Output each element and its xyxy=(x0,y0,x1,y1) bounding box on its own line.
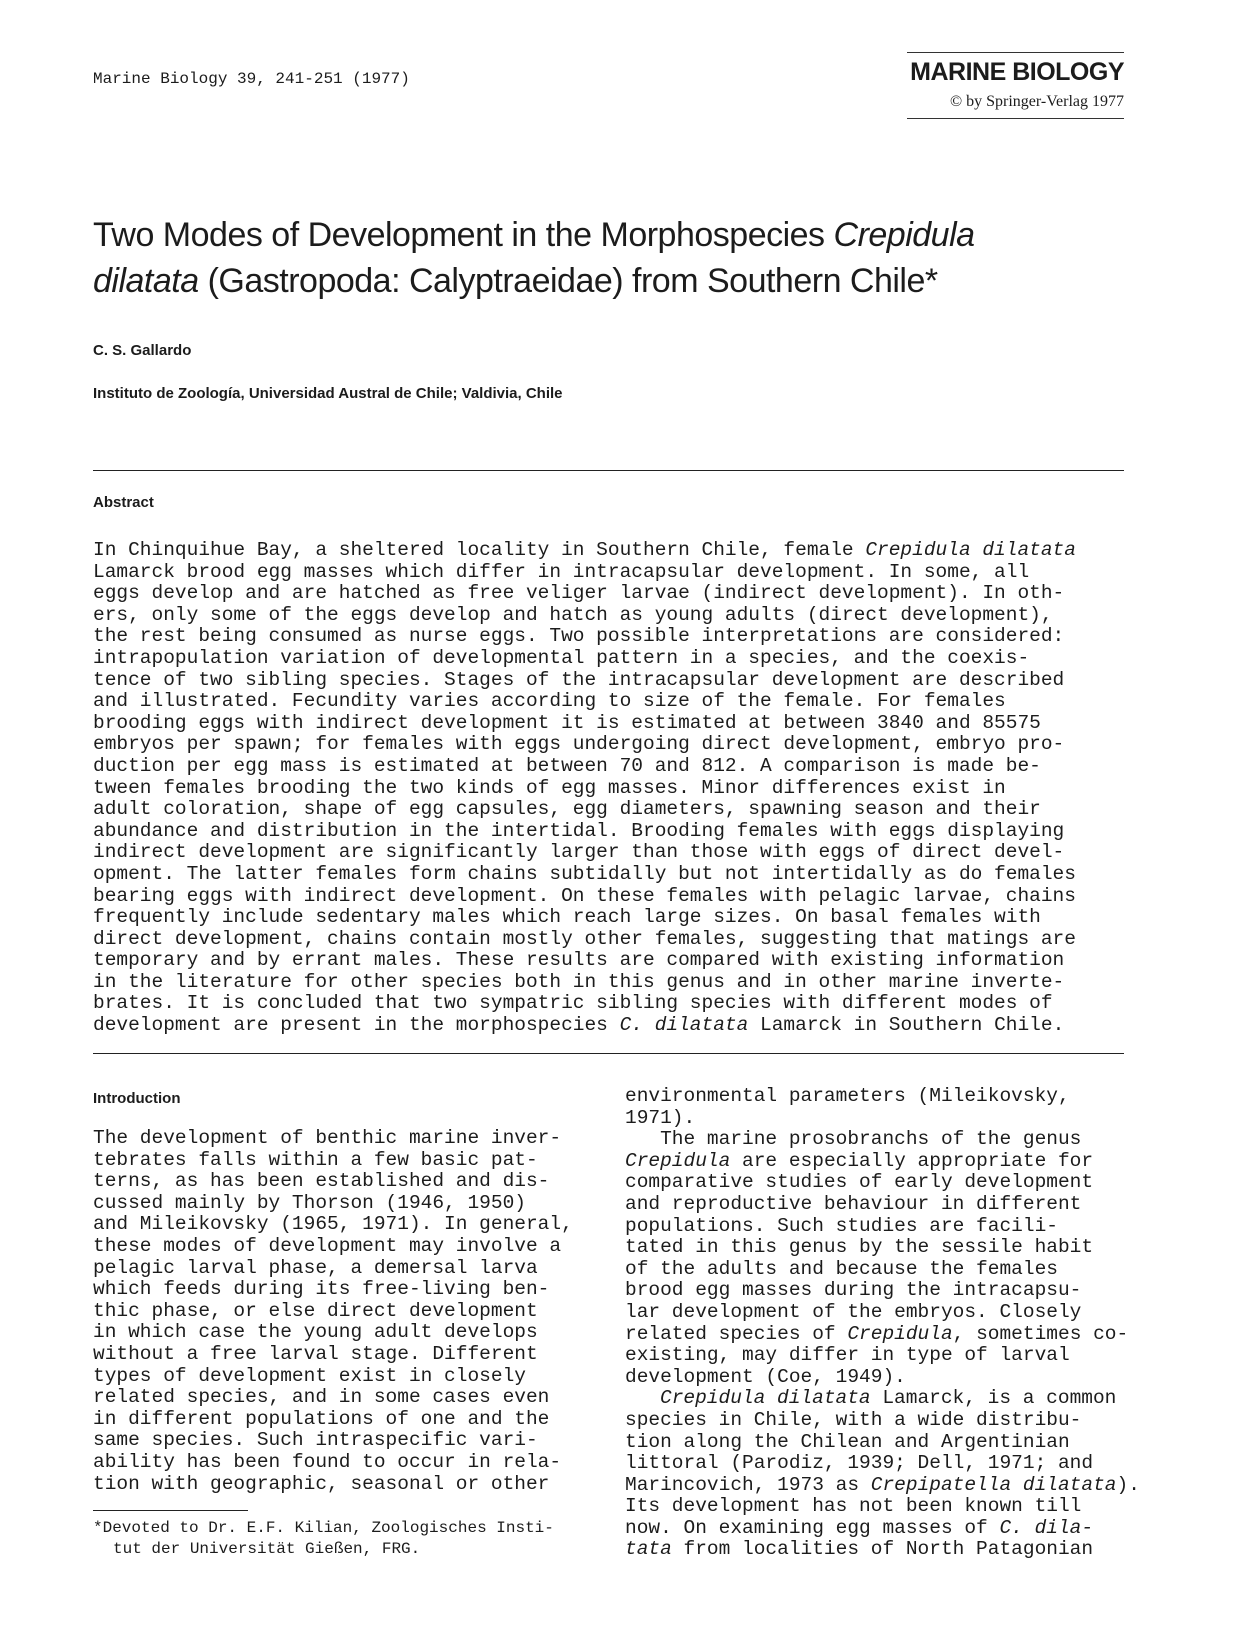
body-line: littoral (Parodiz, 1939; Dell, 1971; and xyxy=(625,1452,1094,1475)
title-part-2: (Gastropoda: Calyptraeidae) from Southern Chile* xyxy=(198,262,938,300)
body-line: environmental parameters (Mileikovsky, xyxy=(625,1085,1070,1107)
abstract-species-abbrev: C. dilatata xyxy=(619,1014,749,1037)
body-line: in which case the young adult develops xyxy=(93,1321,538,1344)
body-line: tata from localities of North Patagonian xyxy=(625,1538,1094,1561)
abstract-line: indirect development are significantly larger than those with eggs of direct devel- xyxy=(93,841,1065,864)
species-name: Crepidula dilatata xyxy=(660,1387,871,1410)
body-line: Marincovich, 1973 as Crepipatella dilatata). xyxy=(625,1473,1140,1496)
abstract-line: tween females brooding the two kinds of egg masses. Minor differences exist in xyxy=(93,776,1006,799)
abstract-top-rule xyxy=(93,470,1124,471)
abstract-line: embryos per spawn; for females with eggs undergoing direct development, embryo pro- xyxy=(93,733,1065,756)
abstract-heading: Abstract xyxy=(93,494,154,511)
abstract-line: eggs develop and are hatched as free veliger larvae (indirect development). In oth- xyxy=(93,582,1065,605)
body-line: tion with geographic, seasonal or other xyxy=(93,1472,550,1495)
body-line: tated in this genus by the sessile habit xyxy=(625,1236,1094,1259)
body-line: species in Chile, with a wide distribu- xyxy=(625,1408,1082,1431)
body-line: without a free larval stage. Different xyxy=(93,1342,538,1365)
journal-bottom-rule xyxy=(907,118,1124,119)
body-line: in different populations of one and the xyxy=(93,1407,550,1430)
body-line: comparative studies of early development xyxy=(625,1171,1094,1194)
body-line: related species of Crepidula, sometimes co- xyxy=(625,1322,1129,1345)
abstract-line: adult coloration, shape of egg capsules, egg diameters, spawning season and their xyxy=(93,798,1041,821)
body-line: tion along the Chilean and Argentinian xyxy=(625,1430,1070,1453)
body-line: cussed mainly by Thorson (1946, 1950) xyxy=(93,1191,526,1214)
abstract-line: and illustrated. Fecundity varies according to size of the female. For females xyxy=(93,690,1006,713)
body-line: tebrates falls within a few basic pat- xyxy=(93,1148,538,1171)
abstract-line: duction per egg mass is estimated at between 70 and 812. A comparison is made be- xyxy=(93,754,1041,777)
body-line: which feeds during its free-living ben- xyxy=(93,1278,550,1301)
title-species: dilatata xyxy=(93,262,199,300)
body-line: same species. Such intraspecific vari- xyxy=(93,1429,538,1452)
genus-name: Crepidula xyxy=(847,1322,953,1345)
abstract-line: tence of two sibling species. Stages of the intracapsular development are described xyxy=(93,668,1065,691)
abstract-line: temporary and by errant males. These results are compared with existing information xyxy=(93,949,1065,972)
abstract-line: in the literature for other species both in this genus and in other marine inverte- xyxy=(93,970,1065,993)
abstract-line: In Chinquihue Bay, a sheltered locality in Southern Chile, female Crepidula dilatata xyxy=(93,539,1076,561)
abstract-line: opment. The latter females form chains subtidally but not intertidally as do females xyxy=(93,862,1076,885)
abstract-line: brates. It is concluded that two sympatric sibling species with different modes of xyxy=(93,992,1053,1015)
introduction-right-column xyxy=(625,1085,1140,1561)
abstract-line: the rest being consumed as nurse eggs. Two possible interpretations are considered: xyxy=(93,625,1065,648)
footnote-rule xyxy=(93,1510,248,1511)
abstract-line: brooding eggs with indirect development it is estimated at between 3840 and 85575 xyxy=(93,711,1041,734)
abstract-line: abundance and distribution in the intertidal. Brooding females with eggs displaying xyxy=(93,819,1065,842)
body-line: Crepidula dilatata Lamarck, is a common xyxy=(660,1387,1117,1410)
body-line: Its development has not been known till xyxy=(625,1495,1082,1518)
author-name: C. S. Gallardo xyxy=(93,342,192,359)
body-line: and Mileikovsky (1965, 1971). In general, xyxy=(93,1213,573,1236)
body-line: lar development of the embryos. Closely xyxy=(625,1300,1082,1323)
copyright-notice: © by Springer-Verlag 1977 xyxy=(949,93,1124,110)
abstract-line: bearing eggs with indirect development. On these females with pelagic larvae, chains xyxy=(93,884,1076,907)
title-genus: Crepidula xyxy=(833,216,975,254)
body-line: development (Coe, 1949). xyxy=(625,1365,906,1388)
body-line: these modes of development may involve a xyxy=(93,1234,562,1257)
body-line: related species, and in some cases even xyxy=(93,1386,550,1409)
journal-citation: Marine Biology 39, 241-251 (1977) xyxy=(93,70,410,88)
body-line: populations. Such studies are facili- xyxy=(625,1214,1058,1237)
footnote xyxy=(93,1518,603,1560)
body-line: terns, as has been established and dis- xyxy=(93,1170,550,1193)
abstract-line: Lamarck brood egg masses which differ in intracapsular development. In some, all xyxy=(93,560,1030,583)
body-line: brood egg masses during the intracapsu- xyxy=(625,1279,1082,1302)
species-name: C. dila- xyxy=(999,1516,1094,1539)
body-line: 1971). xyxy=(625,1106,696,1129)
abstract-species-name: Crepidula dilatata xyxy=(865,539,1076,561)
abstract-line: development are present in the morphospecies C. dilatata Lamarck in Southern Chile. xyxy=(93,1014,1065,1037)
body-line: existing, may differ in type of larval xyxy=(625,1344,1070,1367)
abstract-line: direct development, chains contain mostly other females, suggesting that matings are xyxy=(93,927,1076,950)
abstract-line: ers, only some of the eggs develop and hatch as young adults (direct development), xyxy=(93,603,1053,626)
journal-name: MARINE BIOLOGY xyxy=(910,58,1124,86)
species-name: tata xyxy=(625,1538,672,1561)
introduction-left-column xyxy=(93,1128,613,1495)
author-affiliation: Instituto de Zoología, Universidad Austral de Chile; Valdivia, Chile xyxy=(93,385,563,402)
body-line: The development of benthic marine inver- xyxy=(93,1127,562,1149)
genus-name: Crepidula xyxy=(625,1149,731,1172)
body-line: types of development exist in closely xyxy=(93,1364,526,1387)
abstract-bottom-rule xyxy=(93,1053,1124,1054)
body-line: now. On examining egg masses of C. dila- xyxy=(625,1516,1094,1539)
footnote-line: *Devoted to Dr. E.F. Kilian, Zoologisches Insti- xyxy=(93,1519,554,1537)
abstract-line: frequently include sedentary males which reach large sizes. On basal females with xyxy=(93,906,1041,929)
introduction-heading: Introduction xyxy=(93,1090,181,1107)
abstract-body xyxy=(93,540,1153,1037)
body-line: pelagic larval phase, a demersal larva xyxy=(93,1256,538,1279)
body-line: of the adults and because the females xyxy=(625,1257,1058,1280)
body-line: ability has been found to occur in rela- xyxy=(93,1450,562,1473)
body-line: The marine prosobranchs of the genus xyxy=(625,1128,1082,1151)
abstract-line: intrapopulation variation of developmental pattern in a species, and the coexis- xyxy=(93,646,1030,669)
body-line: Crepidula are especially appropriate for xyxy=(625,1149,1094,1172)
body-line: thic phase, or else direct development xyxy=(93,1299,538,1322)
footnote-line: tut der Universität Gießen, FRG. xyxy=(113,1540,421,1558)
paper-title xyxy=(93,212,1173,304)
journal-top-rule xyxy=(907,52,1124,53)
body-line: and reproductive behaviour in different xyxy=(625,1192,1082,1215)
species-name: Crepipatella dilatata xyxy=(870,1473,1117,1496)
title-part-1: Two Modes of Development in the Morphospecies xyxy=(93,216,834,254)
